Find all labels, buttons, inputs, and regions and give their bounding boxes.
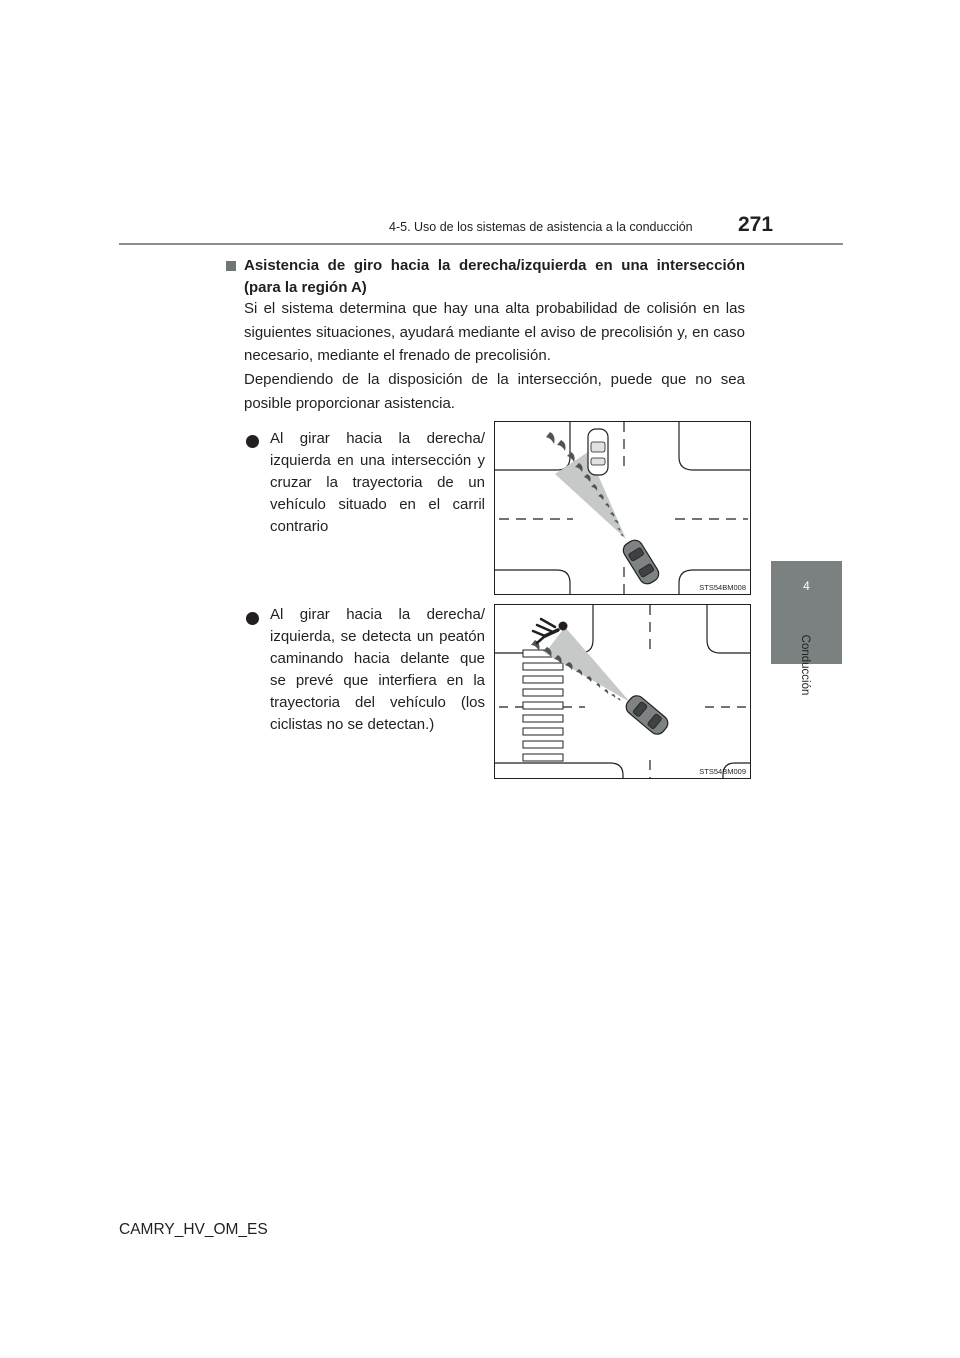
footer-manual-id: CAMRY_HV_OM_ES — [119, 1221, 268, 1238]
intersection-oncoming-illustration — [495, 422, 750, 594]
chapter-tab-number: 4 — [803, 579, 810, 593]
bullet-dot-icon — [246, 435, 259, 448]
own-vehicle-icon — [623, 693, 671, 738]
figure-code: STS54BM009 — [699, 767, 746, 776]
figure-code: STS54BM008 — [699, 583, 746, 592]
paragraph-2: Dependiendo de la disposición de la intersección, puede que no sea posible proporcionar asistencia. — [244, 371, 745, 412]
figure-intersection-pedestrian — [494, 604, 751, 779]
chapter-tab-label — [800, 620, 810, 710]
bullet-dot-icon — [246, 612, 259, 625]
figure-intersection-oncoming — [494, 421, 751, 595]
oncoming-vehicle-icon — [588, 429, 608, 475]
chapter-tab-label-text: Conducción — [799, 634, 811, 696]
bullet-text-1: Al girar hacia la derecha/ izquierda en una intersección y cruzar la trayectoria de un vehículo situado en el carril contrario — [270, 430, 485, 535]
bullet-text-2: Al girar hacia la derecha/ izquierda, se detecta un peatón caminando hacia delante que se prevé que interfiera en la trayectoria del vehículo (los ciclistas no se detectan.) — [270, 606, 485, 733]
header-divider — [119, 243, 843, 245]
section-marker-icon — [226, 261, 236, 271]
own-vehicle-icon — [620, 537, 661, 587]
intersection-pedestrian-illustration — [495, 605, 750, 778]
header-section-title: 4-5. Uso de los sistemas de asistencia a la conducción — [389, 220, 693, 234]
section-heading: Asistencia de giro hacia la derecha/izquierda en una intersección (para la región A) — [244, 257, 745, 296]
paragraph-1: Si el sistema determina que hay una alta probabilidad de colisión en las siguientes situaciones, ayudará mediante el aviso de precolisión y, en caso necesario, mediante el frenado de precolisión. — [244, 300, 745, 364]
page-number: 271 — [738, 213, 774, 236]
